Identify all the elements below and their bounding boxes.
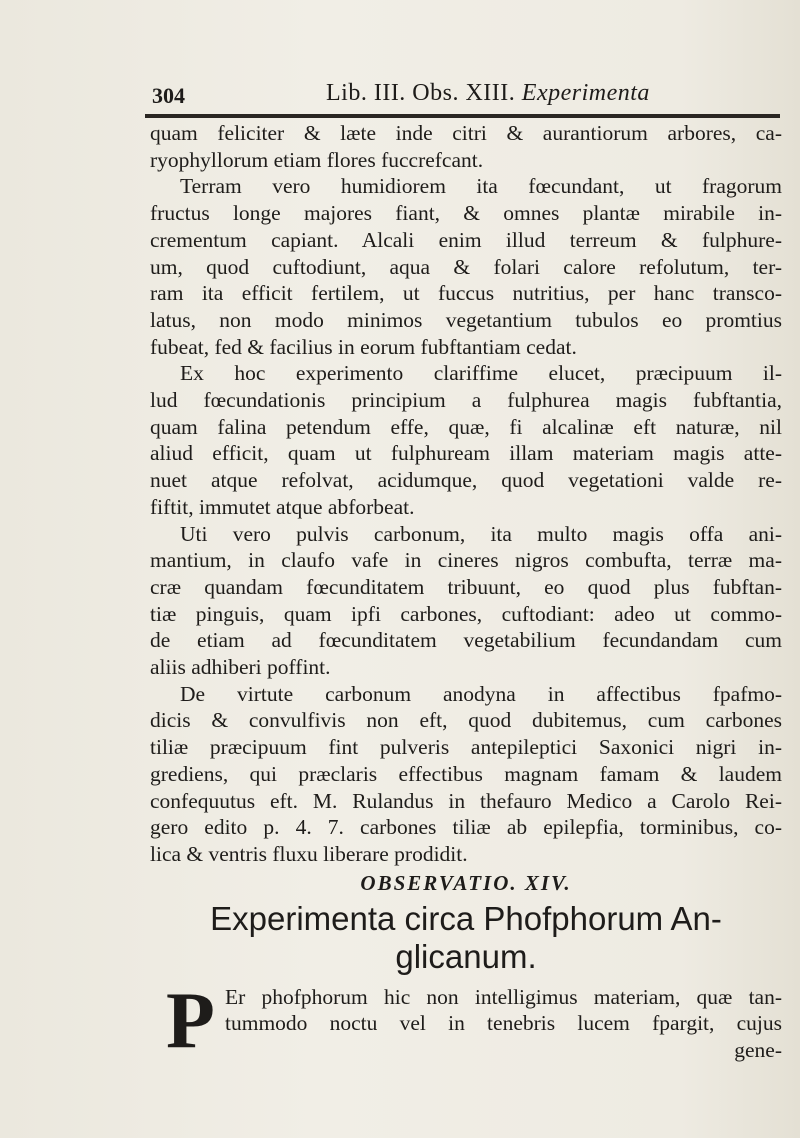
text-line: lud fœcundationis principium a fulphurea magis fubftantia, — [150, 388, 782, 413]
text-line: aliud efficit, quam ut fulphuream illam materiam magis atte- — [150, 441, 782, 466]
text-line: fiftit, immutet atque abforbeat. — [150, 494, 415, 519]
text-line: grediens, qui præclaris effectibus magnam famam & laudem — [150, 761, 782, 786]
text-line: tiliæ præcipuum fint pulveris antepileptici Saxonici nigri in- — [150, 735, 782, 760]
text-line: fubeat, fed & facilius in eorum fubftantiam cedat. — [150, 334, 577, 359]
paragraph — [150, 521, 782, 681]
text-line: confequutus eft. M. Rulandus in thefauro Medico a Carolo Rei- — [150, 788, 782, 813]
text-line: De virtute carbonum anodyna in affectibus fpafmo- — [180, 681, 782, 706]
text-line: latus, non modo minimos vegetantium tubulos eo promtius — [150, 307, 782, 332]
text-line: Er phofphorum hic non intelligimus materiam, quæ tan- — [225, 984, 782, 1009]
running-head-text: Lib. III. Obs. XIII. — [326, 80, 516, 106]
text-line: nuet atque refolvat, acidumque, quod vegetationi valde re- — [150, 468, 782, 493]
paragraph — [150, 173, 782, 360]
text-line: Ex hoc experimento clariffime elucet, præcipuum il- — [180, 361, 782, 386]
running-header — [140, 80, 780, 114]
text-line: ram ita efficit fertilem, ut fuccus nutritius, per hanc transco- — [150, 281, 782, 306]
text-line: fructus longe majores fiant, & omnes plantæ mirabile in- — [150, 201, 782, 226]
running-head — [326, 80, 650, 107]
section-title-continued: glicanum. — [395, 937, 537, 975]
text-line: tiæ pinguis, quam ipfi carbones, cuftodiant: adeo ut commo- — [150, 601, 782, 626]
opening-text — [225, 984, 782, 1064]
text-line: gero edito p. 4. 7. carbones tiliæ ab epilepfia, torminibus, co- — [150, 815, 782, 840]
text-line: quam feliciter & læte inde citri & aurantiorum arbores, ca- — [150, 121, 782, 145]
text-line: cræ quandam fœcunditatem tribuunt, eo quod plus fubftan- — [150, 574, 782, 599]
text-line: quam falina petendum effe, quæ, fi alcalinæ eft naturæ, nil — [150, 414, 782, 439]
text-line: mantium, in claufo vafe in cineres nigros combufta, terræ ma- — [150, 548, 782, 573]
opening-paragraph — [150, 976, 782, 1065]
text-line: crementum capiant. Alcali enim illud terreum & fulphure- — [150, 227, 782, 252]
running-head-italic: Experimenta — [521, 80, 650, 106]
text-line: um, quod cuftodiunt, aqua & folari calore refolutum, ter- — [150, 254, 782, 279]
page-number: 304 — [152, 83, 185, 108]
catchword: gene- — [734, 1038, 782, 1063]
text-line: tummodo noctu vel in tenebris lucem fpargit, cujus — [225, 1011, 782, 1036]
header-rule — [145, 114, 780, 118]
text-line: Terram vero humidiorem ita fœcundant, ut fragorum — [180, 174, 782, 199]
paragraph — [150, 681, 782, 868]
section-title: Experimenta circa Phofphorum An- — [210, 899, 722, 937]
text-line: lica & ventris fluxu liberare prodidit. — [150, 841, 468, 866]
observation-label: OBSERVATIO. XIV. — [360, 870, 572, 895]
text-line: Uti vero pulvis carbonum, ita multo magis offa ani- — [180, 521, 782, 546]
page-body — [150, 120, 782, 1064]
paragraph — [150, 120, 782, 173]
text-line: ryophyllorum etiam flores fuccrefcant. — [150, 147, 484, 172]
paragraph — [150, 360, 782, 520]
text-line: dicis & convulfivis non eft, quod dubitemus, cum carbones — [150, 708, 782, 733]
text-line: aliis adhiberi poffint. — [150, 655, 331, 680]
drop-cap: P — [166, 976, 215, 1065]
text-line: de etiam ad fœcunditatem vegetabilium fecundandam cum — [150, 628, 782, 653]
